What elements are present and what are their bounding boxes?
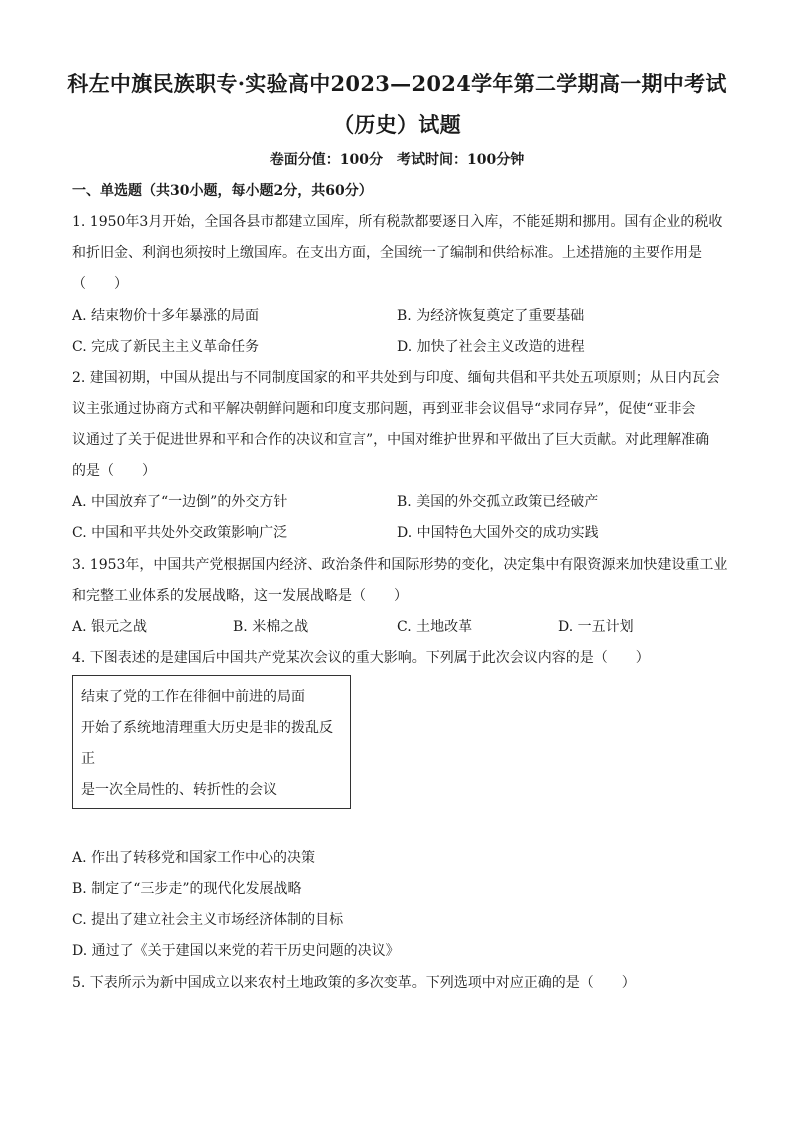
figure-box-line: 是一次全局性的、转折性的会议 — [81, 782, 277, 798]
score-info: 卷面分值：100分 — [269, 152, 383, 168]
question-3-option-c[interactable]: C. 土地改革 — [397, 619, 473, 635]
question-4-option-a[interactable]: A. 作出了转移党和国家工作中心的决策 — [72, 850, 316, 866]
question-1-text: （ ） — [72, 276, 128, 292]
question-4-option-d[interactable]: D. 通过了《关于建国以来党的若干历史问题的决议》 — [72, 943, 400, 959]
exam-title-line1: 科左中旗民族职专·实验高中2023—2024学年第二学期高一期中考试 — [67, 71, 727, 96]
question-1-option-a[interactable]: A. 结束物价十多年暴涨的局面 — [72, 308, 260, 324]
question-1-text: 1. 1950年3月开始，全国各县市都建立国库，所有税款都要逐日入库，不能延期和挪用。国有企业的税收 — [72, 214, 723, 230]
question-1-option-d[interactable]: D. 加快了社会主义改造的进程 — [397, 339, 585, 355]
section-heading: 一、单选题（共30小题，每小题2分，共60分） — [72, 183, 373, 199]
figure-box-line: 正 — [81, 751, 95, 767]
question-2-text: 2. 建国初期，中国从提出与不同制度国家的和平共处到与印度、缅甸共倡和平共处五项原则；从日内瓦会 — [72, 370, 720, 386]
question-5-text: 5. 下表所示为新中国成立以来农村土地政策的多次变革。下列选项中对应正确的是（ ） — [72, 975, 636, 991]
question-1-option-c[interactable]: C. 完成了新民主主义革命任务 — [72, 339, 260, 355]
question-2-option-d[interactable]: D. 中国特色大国外交的成功实践 — [397, 525, 599, 541]
question-3-option-d[interactable]: D. 一五计划 — [558, 619, 634, 635]
question-4-option-c[interactable]: C. 提出了建立社会主义市场经济体制的目标 — [72, 912, 344, 928]
question-2-text: 议主张通过协商方式和平解决朝鲜问题和印度支那问题，再到亚非会议倡导“求同存异”，促使“亚非会 — [72, 401, 696, 417]
time-info: 考试时间：100分钟 — [397, 152, 525, 168]
question-3-option-a[interactable]: A. 银元之战 — [72, 619, 148, 635]
question-3-text: 和完整工业体系的发展战略，这一发展战略是（ ） — [72, 588, 408, 604]
figure-box-line: 开始了系统地清理重大历史是非的拨乱反 — [81, 720, 333, 736]
question-2-option-a[interactable]: A. 中国放弃了“一边倒”的外交方针 — [72, 494, 288, 510]
question-1-text: 和折旧金、利润也须按时上缴国库。在支出方面，全国统一了编制和供给标准。上述措施的主要作用是 — [72, 245, 702, 261]
question-4-figure-box — [72, 675, 351, 809]
exam-info — [0, 149, 794, 169]
question-1-option-b[interactable]: B. 为经济恢复奠定了重要基础 — [397, 308, 585, 324]
question-3-text: 3. 1953年，中国共产党根据国内经济、政治条件和国际形势的变化，决定集中有限资源来加快建设重工业 — [72, 557, 728, 573]
figure-box-line: 结束了党的工作在徘徊中前进的局面 — [81, 689, 305, 705]
question-4-text: 4. 下图表述的是建国后中国共产党某次会议的重大影响。下列属于此次会议内容的是（ ） — [72, 650, 650, 666]
question-3-option-b[interactable]: B. 米棉之战 — [233, 619, 309, 635]
question-2-option-b[interactable]: B. 美国的外交孤立政策已经破产 — [397, 494, 599, 510]
question-2-option-c[interactable]: C. 中国和平共处外交政策影响广泛 — [72, 525, 288, 541]
question-4-option-b[interactable]: B. 制定了“三步走”的现代化发展战略 — [72, 881, 302, 897]
question-2-text: 议通过了关于促进世界和平和合作的决议和宣言”，中国对维护世界和平做出了巨大贡献。对此理解准确 — [72, 432, 710, 448]
exam-title-line2: （历史）试题 — [333, 112, 461, 137]
question-2-text: 的是（ ） — [72, 463, 156, 479]
